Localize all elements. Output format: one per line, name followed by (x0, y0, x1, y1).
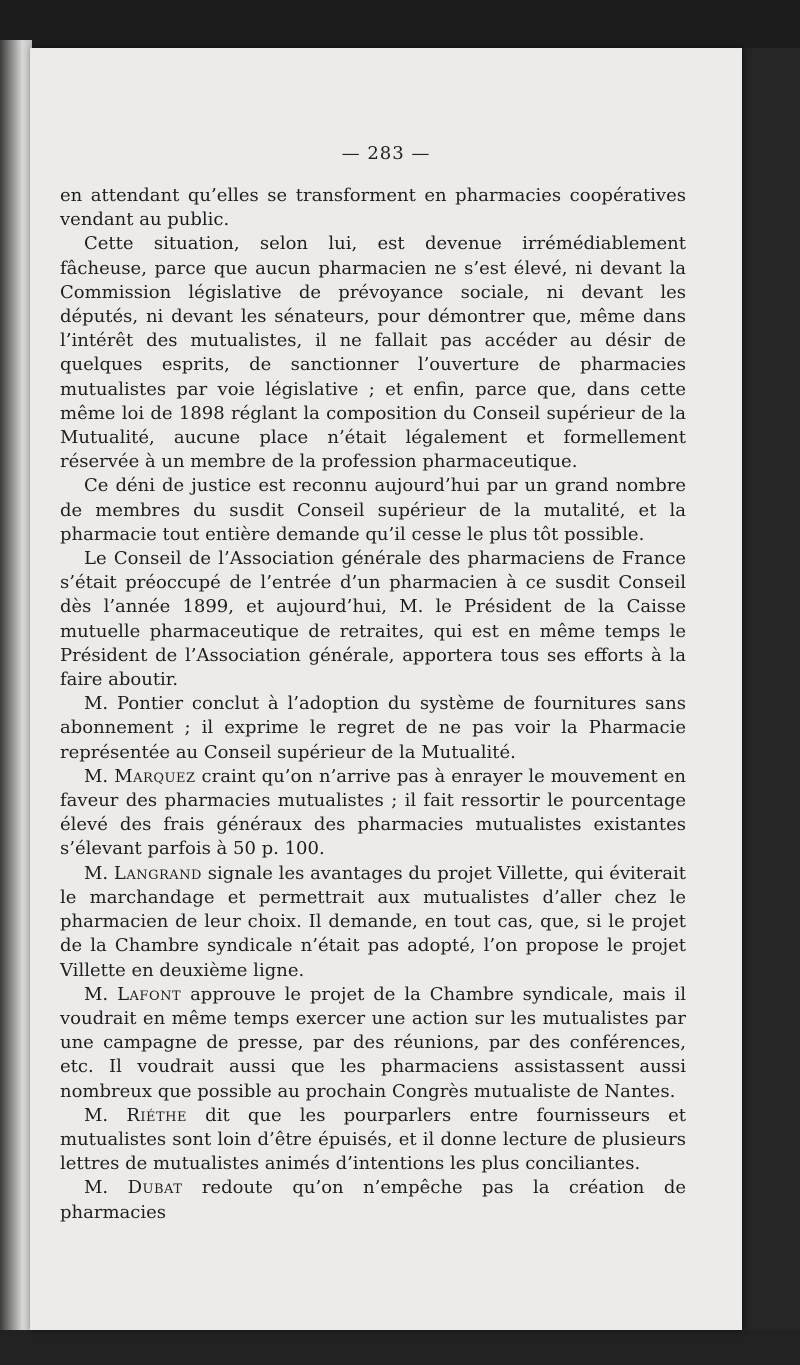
speaker-name: Lafont (117, 983, 182, 1005)
speaker-text: approuve le projet de la Chambre syndicale, mais il voudrait en même temps exercer une action sur les mutualistes par une campagne de presse, par des réunions, par des conférences, etc. Il voudrait aussi que les pharmaciens assistassent aussi nombreux que possible au prochain Congrès mutualiste de Nantes. (60, 983, 687, 1102)
page-body-text (60, 184, 686, 1225)
speaker-name: Marquez (114, 765, 196, 787)
speaker-name: Riéthe (126, 1104, 188, 1126)
paragraph: M. Pontier conclut à l’adoption du système de fournitures sans abonnement ; il exprime le regret de ne pas voir la Pharmacie représentée au Conseil supérieur de la Mutualité. (60, 693, 686, 763)
paragraph: Le Conseil de l’Association générale des pharmaciens de France s’était préoccupé de l’entrée d’un pharmacien à ce susdit Conseil dès l’année 1899, et aujourd’hui, M. le Président de la Caisse mutuelle pharmaceutique de retraites, qui est en même temps le Président de l’Association générale, apportera tous ses efforts à la faire aboutir. (60, 548, 686, 691)
scan-right-background (742, 48, 800, 1330)
speaker-name: Langrand (113, 862, 202, 884)
speaker-prefix: M. (84, 1177, 128, 1199)
speaker-text: redoute qu’on n’empêche pas la création de pharmacies (60, 1177, 687, 1223)
speaker-paragraph (60, 1104, 686, 1177)
scan-top-shadow (0, 0, 800, 48)
book-page (30, 48, 742, 1330)
page-number: — 283 — (341, 143, 431, 164)
paragraph: en attendant qu’elles se transforment en pharmacies coopératives vendant au public. (60, 185, 686, 231)
speaker-text: dit que les pourparlers entre fournisseurs et mutualistes sont loin d’être épuisés, et il donne lecture de plusieurs lettres de mutualistes animés d’intentions les plus conciliantes. (60, 1104, 687, 1175)
book-spine-edge (0, 40, 32, 1365)
speaker-text: signale les avantages du projet Villette, qui éviterait le marchandage et permettrait aux mutualistes d’aller chez le pharmacien de leur choix. Il demande, en tout cas, que, si le projet de la Chambre syndicale n’était pas adopté, l’on propose le projet Villette en deuxième ligne. (60, 862, 686, 981)
speaker-name: Dubat (127, 1177, 183, 1199)
paragraph: Ce déni de justice est reconnu aujourd’hui par un grand nombre de membres du susdit Conseil supérieur de la mutalité, et la pharmacie tout entière demande qu’il cesse le plus tôt possible. (60, 475, 686, 545)
speaker-paragraph (60, 765, 686, 862)
speaker-prefix: M. (84, 862, 114, 884)
speaker-prefix: M. (84, 983, 118, 1005)
scan-bottom-background (0, 1330, 800, 1365)
speaker-text: craint qu’on n’arrive pas à enrayer le mouvement en faveur des pharmacies mutualistes ; il fait ressortir le pourcentage élevé des frais généraux des pharmacies mutualistes existantes s’élevant parfois à 50 p. 100. (60, 765, 686, 860)
speaker-prefix: M. (84, 765, 115, 787)
speaker-paragraph (60, 1176, 686, 1224)
speaker-prefix: M. (84, 1104, 127, 1126)
speaker-paragraph (60, 862, 686, 983)
speaker-paragraph (60, 983, 686, 1104)
paragraph: Cette situation, selon lui, est devenue irrémédiablement fâcheuse, parce que aucun pharmacien ne s’est élevé, ni devant la Commission législative de prévoyance sociale, ni devant les députés, ni devant les sénateurs, pour démontrer que, même dans l’intérêt des mutualistes, il ne fallait pas accéder au désir de quelques esprits, de sanctionner l’ouverture de pharmacies mutualistes par voie législative ; et enfin, parce que, dans cette même loi de 1898 réglant la composition du Conseil supérieur de la Mutualité, aucune place n’était légalement et formellement réservée à un membre de la profession pharmaceutique. (60, 233, 686, 473)
